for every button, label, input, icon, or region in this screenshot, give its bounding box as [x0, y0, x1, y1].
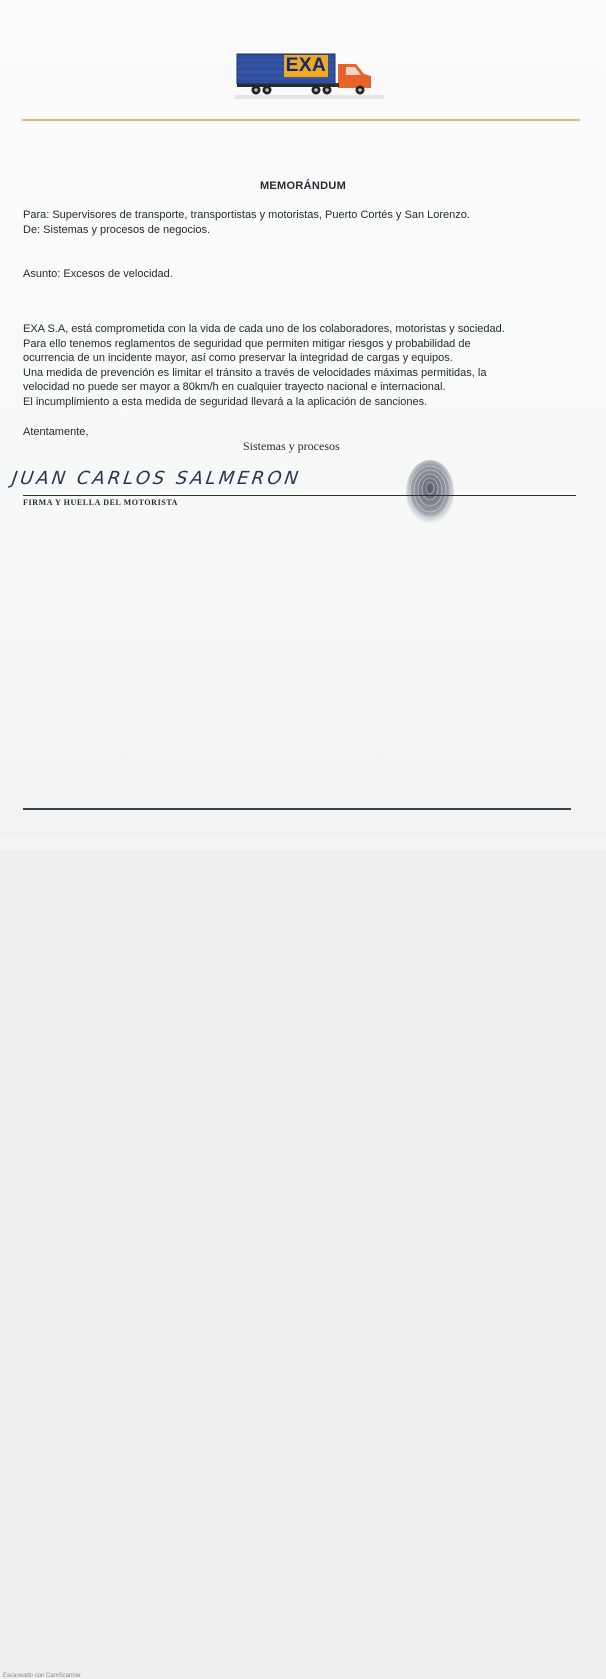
memo-de: De: Sistemas y procesos de negocios.	[23, 224, 211, 236]
scanner-note: Escaneado con CamScanner	[3, 1673, 82, 1679]
body-line: Para ello tenemos reglamentos de seguridad que permiten mitigar riesgos y probabilidad de	[23, 338, 471, 350]
memo-closing: Atentamente,	[23, 426, 89, 438]
exa-logo	[234, 52, 384, 100]
scanner-footer	[0, 836, 606, 1679]
body-line: Una medida de prevención es limitar el tránsito a través de velocidades máximas permitidas, la	[23, 367, 487, 379]
memo-asunto: Asunto: Excesos de velocidad.	[23, 268, 173, 280]
body-line: ocurrencia de un incidente mayor, así como preservar la integridad de cargas y equipos.	[23, 352, 453, 364]
body-line: velocidad no puede ser mayor a 80km/h en cualquier trayecto nacional e internacional.	[23, 381, 446, 393]
body-line: EXA S.A, está comprometida con la vida de cada uno de los colaboradores, motoristas y sociedad.	[23, 323, 505, 335]
memo-para: Para: Supervisores de transporte, transportistas y motoristas, Puerto Cortés y San Lorenzo.	[23, 209, 470, 221]
body-line: El incumplimiento a esta medida de seguridad llevará a la aplicación de sanciones.	[23, 396, 428, 408]
memo-title: MEMORÁNDUM	[259, 180, 347, 192]
memo-sender: Sistemas y procesos	[243, 439, 340, 453]
signature-label: FIRMA Y HUELLA DEL MOTORISTA	[23, 498, 179, 507]
header-divider	[22, 119, 580, 121]
fingerprint-icon	[400, 458, 460, 528]
footer-divider	[23, 808, 571, 810]
signature-line	[23, 495, 576, 496]
handwritten-signature: JUAN CARLOS SALMERON	[10, 468, 303, 489]
logo-wordmark: EXA	[285, 55, 327, 76]
